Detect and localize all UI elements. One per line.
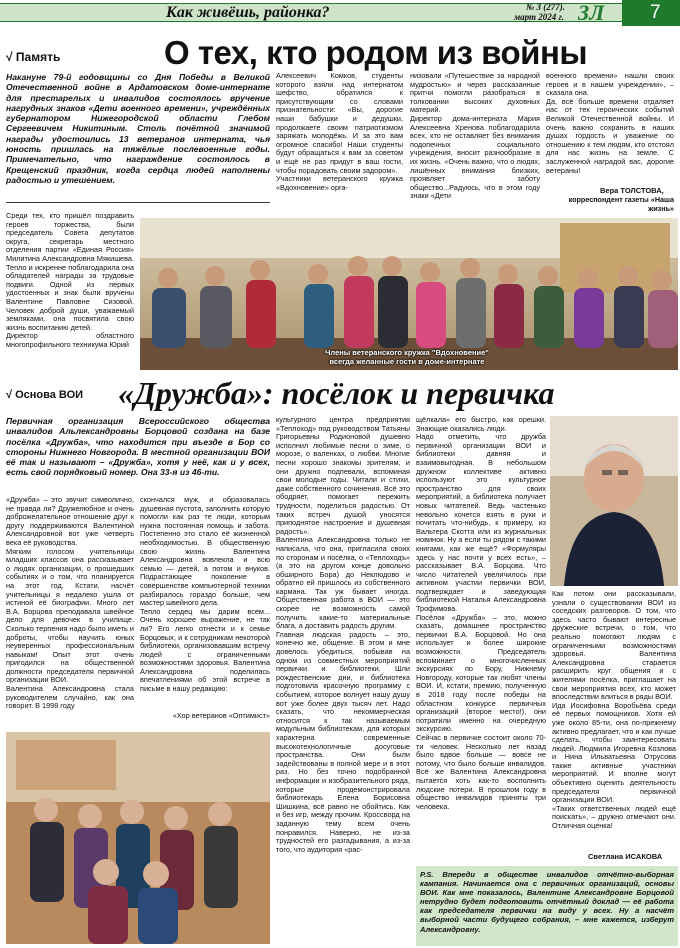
article2-col2-quote: «Хор ветеранов «Оптимист»	[172, 712, 270, 720]
article1-col1: Алексеевич Комков, студенты которого взяли над интернатом шефство, обратился к присутствующим со словами признательности: «Вы, дорогие наши бабушки и дедушки, продолжаете своим патриотизмом заряжать молодёжь. И за это вам огромное спасибо! Наши студенты будут обращаться к вам за советом и ещё не раз придут в ваш гости, чтобы порадовать своим задором». Участники ветеранского кружка «Вдохновение» орга-	[276, 72, 403, 192]
rubric-pamyat: √ Память	[6, 50, 61, 64]
article2-col2: скончался муж, и образовалась душевная пустота, заполнить которую помогли как раз те люди, которым нужна постоянная помощь и забота. Постепенно это стало её жизненной необходимостью. В общественную свою жизнь Валентина Александровна вовлекла и всю семью — детей, а потом и внуков. Подрастающее поколение в совершенстве компьютерной техники разбиралось гораздо больше, чем мастер швейного дела. Тепло сердец мы дарим всем... Очень хорошее выражение, не так ли? Его легко отнести и к семье Борцовых, и к сотрудникам некоторой библиотеки, организовавшим встречу людей с ограниченными возможностями здоровья. Валентина Александровна поделилась впечатлениями об этой встрече в письме в нашу редакцию:	[140, 496, 270, 694]
rubric-osnova-voi: √ Основа ВОИ	[6, 389, 84, 401]
article1-col3: военного времени» нашли своих героев и в нашем учреждении», – сказала она. Да, всё больше времени отдаляет нас от тех героических событий Великой Отечественной войны. И очень важно сохранить в наших душах гордость и уважение по отношению к тем людям, кто отстоял для нас жизнь на земле. С заслуженной наградой вас, дорогие ветераны!	[546, 72, 674, 175]
issue-date: март 2024 г.	[514, 12, 565, 22]
page-number: 7	[650, 2, 661, 23]
article1-lead: Накануне 79-й годовщины со Дня Победы в Великой Отечественной войне в Ардатовском доме-интернате для престарелых и инвалидов состоялось вручение нагрудных знаков «Дети военного времени», учреждённых губернатором Нижегородской области Глебом Сергеевичем Никитиным. Столь почётной значимой награды удостоились 13 ветеранов интерната, чья юность пришлась на тяжёлые послевоенные годы. Примечательно, что награждение состоялось в Крещенский праздник, когда сердца людей наполнены радостью и утешением.	[6, 72, 270, 185]
article2-col1: «Дружба» – это звучит символично, не правда ли? Дружелюбное и очень доброжелательное отношение друг к другу поддерживаются Валентиной Александровной вот уже четверть века её руководства. Мягким голосом учительницы младших классов она рассказывает о людях организации, о прошедших событиях и о том, что планируется на этот год. Кстати, насчёт учительницы я недалеко ушла от истиной её биографии. Много лет В.А. Борцова преподавала швейное дело для девочек в училище. Сколько терпения надо было иметь и доброты, чтобы научить юных неуверенных профессиональным навыкам! Опыт этот очень пригодился на общественной должности председателя первичной организации ВОИ. Валентина Александровна стала руководителем случайно, как она говорит. В 1998 году	[6, 496, 134, 711]
rule	[6, 202, 270, 203]
article1-left-col: Среди тех, кто пришёл поздравить героев торжества, были председатель Совета депутатов округа, секретарь местного отделения партии «Единая Россия» Милитина Александровна Мякишева. Тепло и искренне поблагодарила она обладателей награды за трудовые подвиги. Одной из первых удостоенных и знак были вручены Валентине Павловне Сизовой. Человек доброй души, уважаемый земляками, она посвятила свою жизнь воспитанию детей. Директор областного многопрофильного техникума Юрий	[6, 212, 134, 349]
article1-title: О тех, кто родом из войны	[164, 34, 588, 71]
article2-col5: Как потом они рассказывали, узнали о существовании ВОИ из соседских разговоров. О том, что здесь часто бывают интересные дружеские встречи, о том, что реально помогают людям с ограниченными возможностями здоровья. Валентина Александровна старается расширить круг общения и с жителями посёлка, приглашает на свои мероприятия всех, кто может впоследствии влиться в ряды ВОИ. Ида Иосифовна Воробьёва среди её первых помощников. Хотя ей уже около 85-ти, она по-прежнему активно предлагает, что и как лучше сделать, чтобы заинтересовать людей. Людмила Игоревна Козлова и Нина Ильватьевна Отрусова также активные участники мероприятий. И вполне могут объективно оценить деятельность председателя первичной организации ВОИ. «Таких ответственных людей ещё поискать», – дружно отмечают они. Отличная оценка!	[552, 590, 676, 831]
issue-number: № 3 (277).	[526, 2, 565, 12]
section-title: Как живёшь, районка?	[166, 4, 330, 21]
choir-photo	[6, 732, 270, 944]
article2-title: «Дружба»: посёлок и первичка	[118, 375, 555, 411]
ps-text: P.S. Впереди в обществе инвалидов отчётно-выборная кампания. Начинается она с первичных организаций, основы ВОИ. Как мне показалось, Валентине Александровне Борцовой нетрудно будет подготовить отчётный доклад — её работа как председателя первички на виду у всех. Ну а насчёт выборной части будущего собрания, – мне кажется, изберут Александровну.	[420, 870, 674, 934]
portrait-photo	[550, 416, 678, 586]
newspaper-logo: ЗЛ	[578, 0, 605, 25]
page-header	[0, 0, 680, 24]
article2-col3: культурного центра предприятия «Теплоход» под руководством Татьяны Григорьевны Родионовой душевно исполнил любимые песни о зиме, о морозе, о валенках, о любви. Многие песни хорошо знакомы зрителям, и они дружно подпевали, вспоминая свои молодые годы. Читали и стихи, даже собственного сочинения. Всё это ободряет, помогает пережить трудности, поделиться радостью. От таких встреч душой уносятся приподнятое настроение и душевная радость». Валентина Александровна только не написала, что она, пригласила своих по сторонам и посёлка, о «Теплоходъ» (а это на другом конце довольно обширного Бора) до Неклюдово и обратно ей пришлось из собственного кармана. Так уж бывает иногда. Общественная работа в ВОИ — это скорее не возможность самой получить какие-то материальные блага, а доставить радость другим. Главная людская радость – это, конечно же, общение. В этом и мне довелось убедиться, побывав на одном из совместных мероприятий первички и библиотеки. Шли рождественские дни, и библиотека подготовила красочную программу с событием, которое волнует нашу душу вот уже более двух тысяч лет. Надо сказать, что некоммерческая относится к так называемым модульным библиотекам, для которых характерна современные высокотехнологичные досуговые пространства. Они были задействованы в полной мере и в этот раз. Но без точно подобранной информации и изобразительного ряда, которые продемонстрировала библиотекарь Елена Борисовна Шишкина, всё равно не обойтись. Как и без игр, между прочим. Кроссворд на заданную тему всем очень понравился. Наверно, не из-за трудностей его разгадывания, а из-за того, что аудитория «рас-	[276, 416, 410, 854]
article1-author: Вера ТОЛСТОВА,	[600, 186, 664, 195]
article2-col4: щёлкала» его быстро, как орешки. Знающие оказались люди. Надо отметить, что дружба первичной организации ВОИ и библиотеки давняя и взаимовыгодная. В небольшом дружном коллективе активно используют это культурное пространство для своих мероприятий, а библиотека получает новых читателей. Ведь частенько невольно хочется взять в руки и почитать что-нибудь, к примеру, из Вальтера Скотта или из журнальных новинок. Ну а если ты рядом с такими книгами, как же ещё? «Формуляры здесь у нас почти у всех есть», – рассказывает В.А. Борцова. Что число читателей увеличилось при активном участии первички ВОИ, подтверждает и заведующая библиотекой Наталья Александровна Трофимова. Посёлок «Дружба» – это, можно сказать, домашнее пространство первички В.А. Борцовой. Но она использует и более широкие возможности. Председатель вспоминает о многочисленных экскурсиях по Бору, Нижнему Новгороду, которые так любят члены ВОИ. И, кстати, премию, полученную в 2018 году после победы на областном конкурсе первичных организаций (второе место!), они потратили именно на очередную экскурсию. Сейчас в первичке состоит около 70-ти человек. Несколько лет назад было вдвое больше — вовсе не потому, что было больше инвалидов. Всё же Валентина Александровна пытается хоть как-то восполнить людские потери. В прошлом году в общество инвалидов приняты три человека.	[416, 416, 546, 811]
article1-col2: низовали «Путешествие за народной мудростью» и через рассказанные притчи помогли разобраться в толковании высоких духовных материй. Директор дома-интерната Мария Алексеевна Хренова поблагодарила всех, кто не оставляет без внимания подопечных социального учреждения, вносит разнообразие в их жизнь. «Очень важно, что о людях, лишённых внимания близких, проявляет заботу общество...Радуюсь, что в этом году знаки «Дети	[410, 72, 540, 201]
article2-lead: Первичная организация Всероссийского общества инвалидов Альлександровны Борцовой создана на базе посёлка «Дружба», что находится при въезде в Бор со стороны Нижнего Новгорода. В местной организации ВОИ её так и называют – «Дружба», хотя у неё, как и у всех, есть свой порядковый номер. Она 33-я из 46-ти.	[6, 416, 270, 478]
article1-author-role: корреспондент газеты «Наша жизнь»	[568, 195, 674, 213]
article2-author: Светлана ИСАКОВА	[588, 852, 663, 861]
photo1-caption: Члены ветеранского кружка "Вдохновение" всегда желанные гости в доме-интернате	[325, 348, 489, 366]
